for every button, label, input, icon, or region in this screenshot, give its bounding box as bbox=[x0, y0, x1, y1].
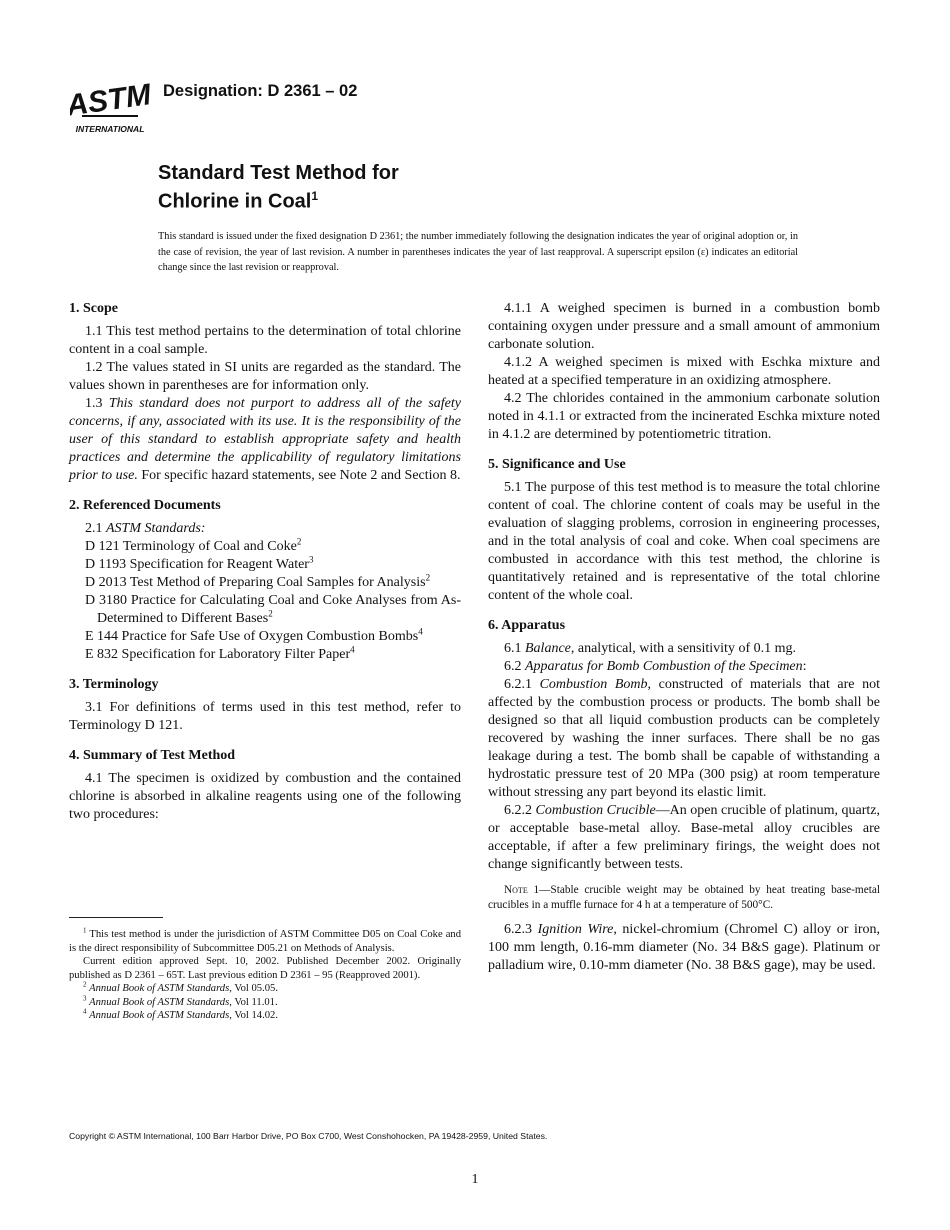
reference-item: D 121 Terminology of Coal and Coke$^2$ bbox=[85, 536, 302, 554]
footnote-1-continued: Current edition approved Sept. 10, 2002. Published December 2002. Originally published as D 2361 – 65T. Last previous edition D 2361 – 95 (Reapproved 2001). bbox=[69, 956, 461, 981]
astm-logo bbox=[70, 66, 150, 138]
logo-international-text: INTERNATIONAL bbox=[75, 124, 145, 134]
reference-item: E 832 Specification for Laboratory Filter Paper$^4$ bbox=[85, 644, 355, 662]
footnote-3: $^3$ Annual Book of ASTM Standards, Vol 11.01. bbox=[83, 993, 278, 1008]
footnote-2: $^2$ Annual Book of ASTM Standards, Vol 05.05. bbox=[83, 980, 278, 994]
document-title bbox=[158, 162, 399, 214]
para-6-2-2: 6.2.2 Combustion Crucible—An open crucible of platinum, quartz, or acceptable base-metal alloy. Base-metal alloy crucibles are acceptable, if after a few preliminary firings, the weight does not change significantly between tests. bbox=[488, 803, 880, 872]
footnotes bbox=[69, 928, 461, 1023]
section-heading-summary: 4. Summary of Test Method bbox=[69, 748, 236, 763]
para-6-1: 6.1 Balance, analytical, with a sensitivity of 0.1 mg. bbox=[504, 641, 797, 656]
reference-item: E 144 Practice for Safe Use of Oxygen Combustion Bombs$^4$ bbox=[85, 626, 423, 644]
reference-list bbox=[69, 520, 461, 664]
para-6-2-3: 6.2.3 Ignition Wire, nickel-chromium (Chromel C) alloy or iron, 100 mm length, 0.16-mm diameter (No. 34 B&S gage). Platinum or palladium wire, 0.10-mm diameter (No. 38 B&S gage), may be used. bbox=[488, 922, 880, 973]
section-heading-scope: 1. Scope bbox=[69, 301, 118, 316]
reference-item: D 1193 Specification for Reagent Water$^3$ bbox=[85, 554, 314, 572]
note-1: Note 1—Stable crucible weight may be obtained by heat treating base-metal crucibles in a muffle furnace for 4 h at a temperature of 500°C. bbox=[488, 884, 880, 911]
copyright: Copyright © ASTM International, 100 Barr Harbor Drive, PO Box C700, West Conshohocken, PA 19428-2959, United States. bbox=[69, 1131, 548, 1141]
para-1-3: 1.3 This standard does not purport to address all of the safety concerns, if any, associated with its use. It is the responsibility of the user of this standard to establish appropriate safety and health practices and determine the applicability of regulatory limitations prior to use. For specific hazard statements, see Note 2 and Section 8. bbox=[69, 396, 461, 483]
reference-subheading: 2.1 ASTM Standards: bbox=[85, 521, 206, 536]
para-1-1: 1.1 This test method pertains to the determination of total chlorine content in a coal sample. bbox=[69, 324, 461, 357]
para-1-2: 1.2 The values stated in SI units are regarded as the standard. The values shown in parentheses are for information only. bbox=[69, 360, 461, 393]
section-heading-apparatus: 6. Apparatus bbox=[488, 618, 566, 633]
para-4-1: 4.1 The specimen is oxidized by combustion and the contained chlorine is absorbed in alkaline reagents using one of the following two procedures: bbox=[69, 771, 461, 822]
left-column bbox=[69, 300, 461, 824]
logo-mark-text: ASTM bbox=[70, 78, 150, 123]
issued-note: This standard is issued under the fixed designation D 2361; the number immediately following the designation indicates the year of original adoption or, in the case of revision, the year of last revision. A number in parentheses indicates the year of last reapproval. A superscript epsilon (ε) indicates an editorial change since the last revision or reapproval. bbox=[158, 231, 798, 273]
para-4-1-2: 4.1.2 A weighed specimen is mixed with Eschka mixture and heated at a specified temperature in an oxidizing atmosphere. bbox=[488, 355, 880, 388]
reference-item: D 2013 Test Method of Preparing Coal Samples for Analysis$^2$ bbox=[85, 572, 431, 590]
reference-item: D 3180 Practice for Calculating Coal and Coke Analyses from As- Determined to Different Bases$^2$ bbox=[85, 593, 461, 626]
section-heading-significance: 5. Significance and Use bbox=[488, 457, 626, 472]
section-heading-terminology: 3. Terminology bbox=[69, 677, 159, 692]
footnote-divider bbox=[69, 917, 163, 918]
para-4-1-1: 4.1.1 A weighed specimen is burned in a combustion bomb containing oxygen under pressure and a small amount of ammonium carbonate solution. bbox=[488, 301, 880, 352]
footnote-4: $^4$ Annual Book of ASTM Standards, Vol 14.02. bbox=[83, 1007, 278, 1021]
para-6-2: 6.2 Apparatus for Bomb Combustion of the Specimen: bbox=[504, 659, 807, 674]
section-heading-referenced-documents: 2. Referenced Documents bbox=[69, 498, 221, 513]
title-footnote-mark: 1 bbox=[311, 189, 319, 203]
page-number: 1 bbox=[471, 1172, 479, 1187]
para-4-2: 4.2 The chlorides contained in the ammonium carbonate solution noted in 4.1.1 or extracted from the incinerated Eschka mixture noted in 4.1.2 are determined by potentiometric titration. bbox=[488, 391, 880, 442]
title-line-2: Chlorine in Coal$^1$ bbox=[158, 189, 319, 213]
para-5-1: 5.1 The purpose of this test method is to measure the total chlorine content of coal. The chlorine content of coals may be useful in the evaluation of slagging problems, corrosion in engineering processes, and in the total analysis of coal and coke. When coal specimens are combusted in accordance with this test method, the chlorine is quantitatively retained and is representative of the total chlorine content of the whole coal. bbox=[488, 480, 880, 603]
para-6-2-1: 6.2.1 Combustion Bomb, constructed of materials that are not affected by the combustion process or products. The bomb shall be designed so that all liquid combustion products can be completely recovered by washing the inner surfaces. There shall be no gas leakage during a test. The bomb shall be capable of withstanding a hydrostatic pressure test of 20 MPa (300 psig) at room temperature without stressing any part beyond its elastic limit. bbox=[488, 677, 880, 800]
title-line-1: Standard Test Method for bbox=[158, 162, 399, 184]
designation: Designation: D 2361 – 02 bbox=[163, 82, 358, 100]
para-3-1: 3.1 For definitions of terms used in this test method, refer to Terminology D 121. bbox=[69, 700, 461, 733]
footnote-1: $^1$ This test method is under the jurisdiction of ASTM Committee D05 on Coal Coke and is the direct responsibility of Subcommittee D05.21 on Methods of Analysis. bbox=[69, 926, 461, 954]
right-column bbox=[488, 300, 880, 975]
